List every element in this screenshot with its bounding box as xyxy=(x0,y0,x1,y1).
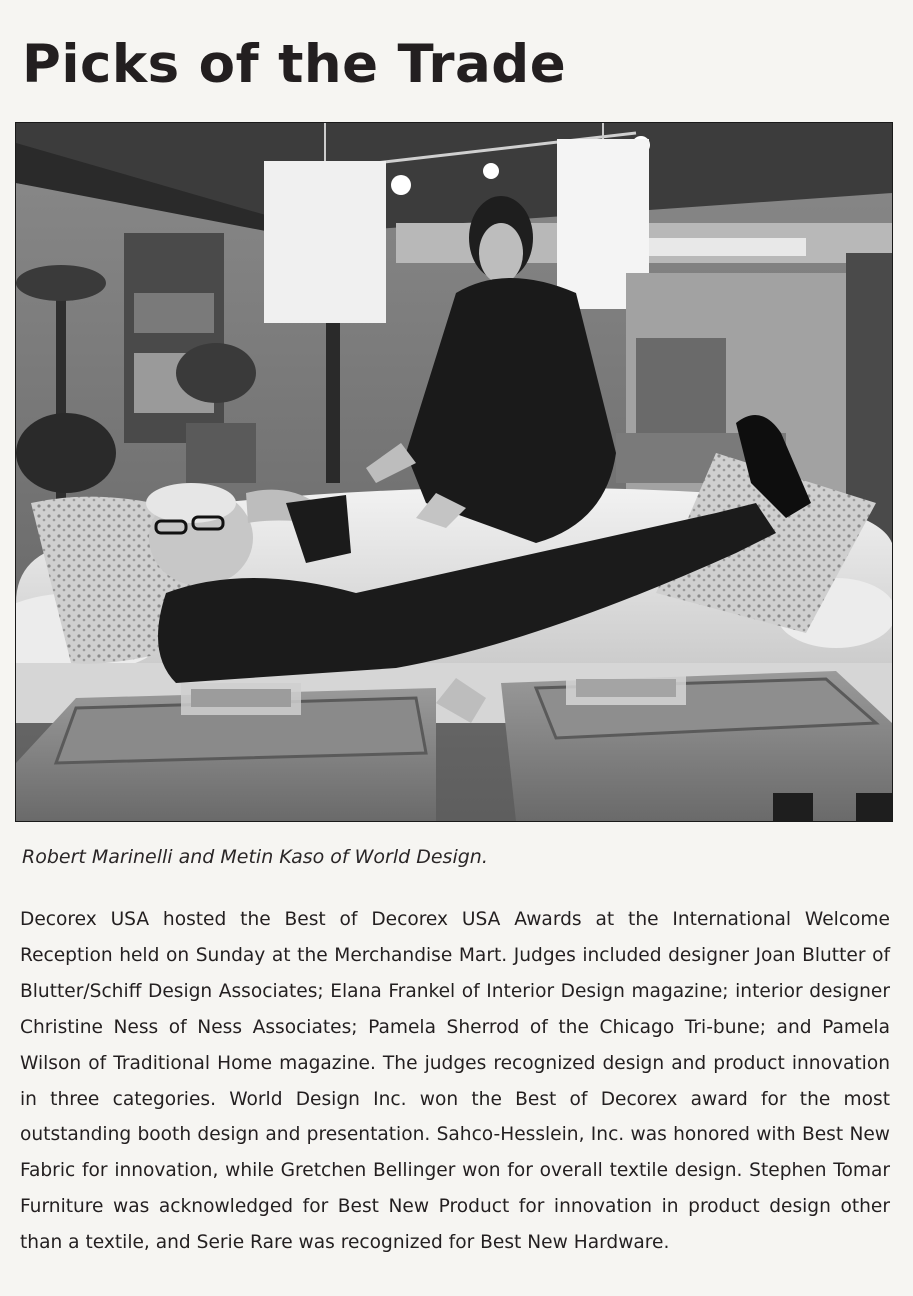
article-body: Decorex USA hosted the Best of Decorex USA Awards at the International Welcome Reception held on Sunday at the Merchandise Mart. Judges included designer Joan Blutter of Blutter/Schiff Design Associates; Elana Frankel of Interior Design magazine; interior designer Christine Ness of Ness Associates; Pamela Sherrod of the Chicago Tri-bune; and Pamela Wilson of Traditional Home magazine. The judges recognized design and product innovation in three categories. World Design Inc. won the Best of Decorex award for the most outstanding booth design and presentation. Sahco-Hesslein, Inc. was honored with Best New Fabric for innovation, while Gretchen Bellinger won for overall textile design. Stephen Tomar Furniture was acknowledged for Best New Product for innovation in product design other than a textile, and Serie Rare was recognized for Best New Hardware. xyxy=(20,909,890,1254)
photo-illustration xyxy=(16,123,892,821)
page-title: Picks of the Trade xyxy=(22,34,567,95)
article-photo xyxy=(15,122,893,822)
photo-caption: Robert Marinelli and Metin Kaso of World Design. xyxy=(22,846,488,868)
